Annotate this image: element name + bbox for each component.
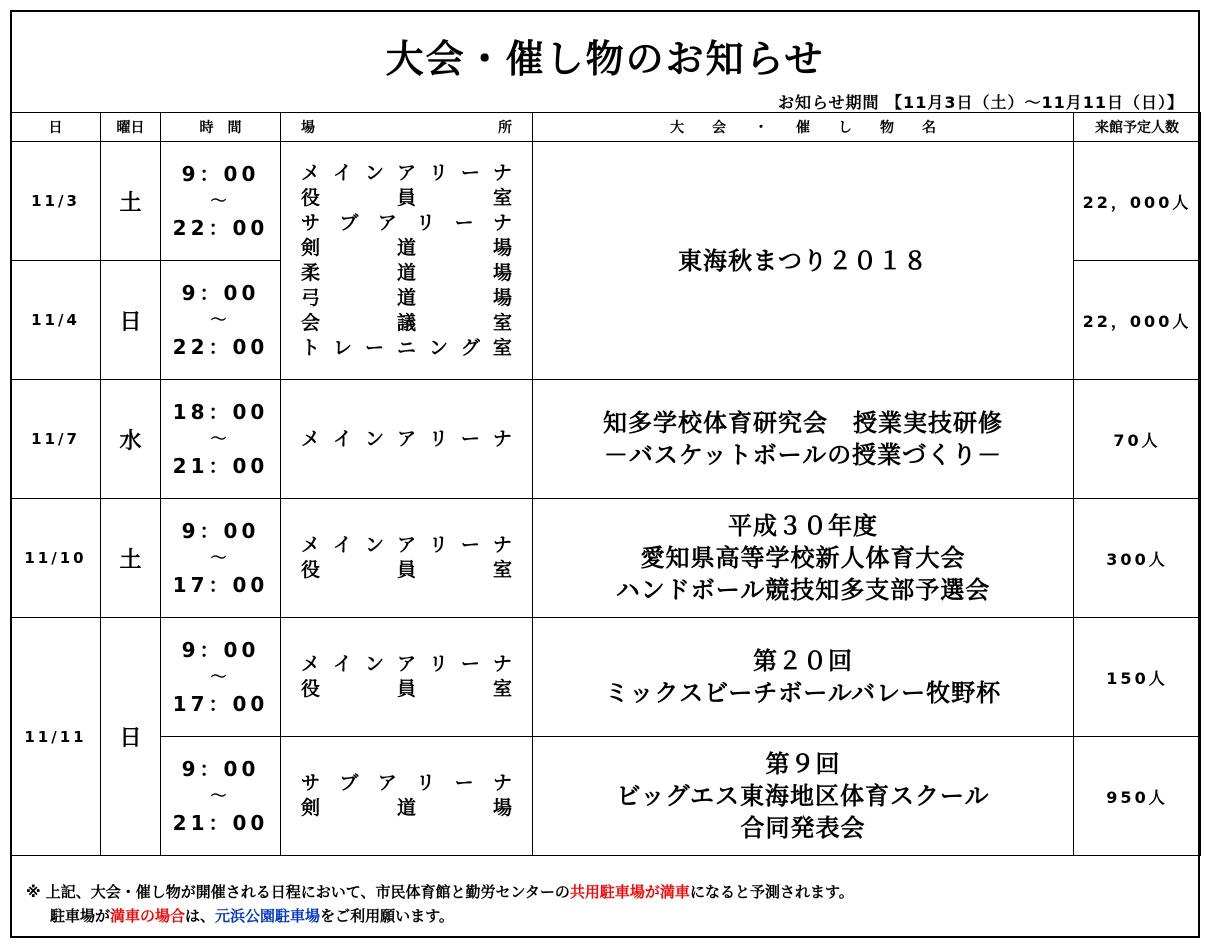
time-cell: 9：00 ～ 22：00 [161,142,281,261]
event-title-line: 愛知県高等学校新人体育大会 [640,544,966,572]
date-cell: 11/11 [11,618,101,856]
time-cell: 9：00 ～ 17：00 [161,618,281,737]
date-cell: 11/4 [11,261,101,380]
location-line: 役 員 室 [301,559,512,581]
page-title: 大会・催し物のお知らせ [385,37,825,81]
location-line: 役 員 室 [301,678,512,700]
location-line: サ ブ ア リ ー ナ [301,211,512,234]
event-cell [533,380,1074,499]
parking-note [26,880,854,928]
location-cell [281,380,533,499]
notice-period: お知らせ期間 【11月3日（土）～11月11日（日）】 [777,93,1184,112]
event-cell [533,618,1074,737]
event-title-line: 合同発表会 [740,814,866,842]
event-title-line: ビッグエス東海地区体育スクール [616,782,990,810]
day-cell: 日 [101,261,161,380]
location-line: メ イ ン ア リ ー ナ [301,161,512,184]
count-cell: 22，000人 [1074,142,1201,261]
location-cell [281,142,533,380]
location-cell [281,499,533,618]
event-title-line: 知多学校体育研究会 授業実技研修 [603,409,1003,437]
header-location: 場 所 [281,113,533,142]
date-cell: 11/10 [11,499,101,618]
event-title-line: 第２０回 [753,647,853,675]
event-title-line: 平成３０年度 [728,512,878,540]
event-title-line: 第９回 [765,750,841,778]
time-cell: 9：00 ～ 17：00 [161,499,281,618]
schedule-table [10,112,1201,856]
event-cell [533,142,1074,380]
table-row [11,380,1201,499]
count-cell: 950人 [1074,737,1201,856]
time-cell: 9：00 ～ 22：00 [161,261,281,380]
time-cell: 9：00 ～ 21：00 [161,737,281,856]
location-line: 弓 道 場 [301,286,512,309]
date-cell: 11/3 [11,142,101,261]
date-cell: 11/7 [11,380,101,499]
header-date: 日 [11,113,101,142]
location-cell [281,618,533,737]
location-line: 剣 道 場 [301,236,512,259]
event-title-line: －バスケットボールの授業づくり－ [603,441,1003,469]
event-cell [533,737,1074,856]
time-cell: 18：00 ～ 21：00 [161,380,281,499]
notice-sheet [10,10,1200,938]
event-title-line: ミックスビーチボールバレー牧野杯 [604,679,1002,707]
header-count: 来館予定人数 [1074,113,1201,142]
count-cell: 300人 [1074,499,1201,618]
location-line: メ イ ン ア リ ー ナ [301,653,512,675]
event-title-line: ハンドボール競技知多支部予選会 [615,576,991,604]
day-cell: 土 [101,142,161,261]
day-cell: 水 [101,380,161,499]
header-time: 時 間 [161,113,281,142]
event-cell [533,499,1074,618]
note-line-2: 駐車場が満車の場合は、元浜公園駐車場をご利用願います。 [50,907,454,925]
header-day: 曜日 [101,113,161,142]
header-event: 大 会 ・ 催 し 物 名 [533,113,1074,142]
day-cell: 日 [101,618,161,856]
table-row [11,737,1201,856]
location-line: 会 議 室 [301,311,512,334]
location-line: メ イ ン ア リ ー ナ [301,534,512,556]
table-row [11,142,1201,261]
count-cell: 22，000人 [1074,261,1201,380]
table-row [11,499,1201,618]
location-line: 柔 道 場 [301,261,512,284]
header-row [11,113,1201,142]
location-cell [281,737,533,856]
location-line: 役 員 室 [301,186,512,209]
table-row [11,618,1201,737]
event-title-line: 東海秋まつり２０１８ [678,246,928,275]
note-line-1: ※ 上記、大会・催し物が開催される日程において、市民体育館と勤労センターの共用駐車場が満車になると予測されます。 [26,883,854,901]
location-line: メ イ ン ア リ ー ナ [301,427,512,450]
location-line: 剣 道 場 [301,797,512,819]
count-cell: 150人 [1074,618,1201,737]
location-line: ト レ ー ニ ン グ 室 [301,336,512,359]
location-line: サ ブ ア リ ー ナ [301,772,512,794]
count-cell: 70人 [1074,380,1201,499]
day-cell: 土 [101,499,161,618]
